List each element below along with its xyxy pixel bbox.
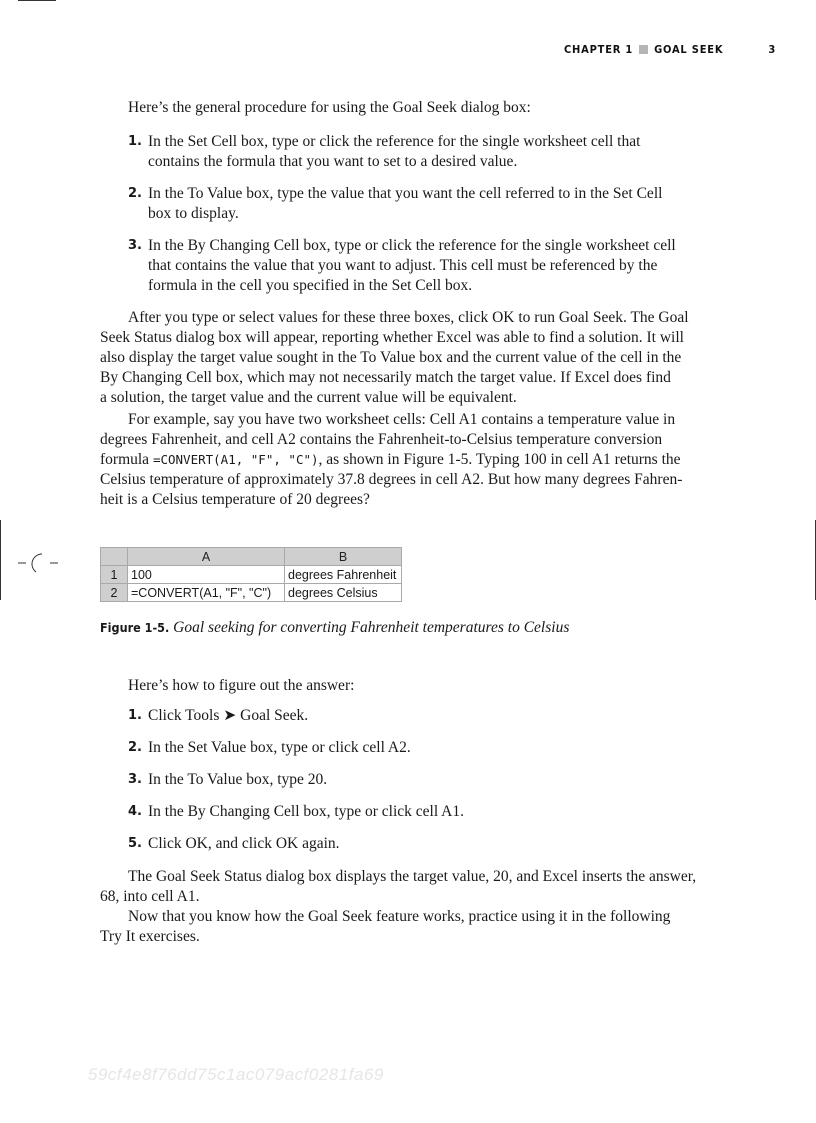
- intro-paragraph: Here’s the general procedure for using the Goal Seek dialog box:: [128, 99, 531, 116]
- figure-caption: [100, 619, 569, 637]
- formula-code: =CONVERT(A1, "F", "C"): [152, 452, 319, 467]
- cell-b1: degrees Fahrenheit: [285, 566, 402, 584]
- cell-a1: 100: [128, 566, 285, 584]
- paragraph-after-steps: After you type or select values for these three boxes, click OK to run Goal Seek. The Goal Seek Status dialog box will appear, reporting whether Excel was able to find a solution. It will also display the target value sought in the To Value box and the current value of the cell in the By Changing Cell box, which may not necessarily match the target value. If Excel does find a solution, the target value and the current value will be equivalent.: [100, 309, 689, 406]
- figure-caption-text: Goal seeking for converting Fahrenheit temperatures to Celsius: [173, 619, 570, 636]
- running-header: [540, 43, 776, 59]
- table-row: [101, 584, 402, 602]
- cell-a2: =CONVERT(A1, "F", "C"): [128, 584, 285, 602]
- result-paragraph: The Goal Seek Status dialog box displays the target value, 20, and Excel inserts the answer, 68, into cell A1.: [100, 868, 697, 905]
- chapter-heading: CHAPTER 1 GOAL SEEK: [564, 43, 724, 56]
- crop-mark-top: [18, 0, 56, 1]
- spreadsheet-figure: [100, 547, 402, 602]
- crop-mark-left: [0, 520, 1, 600]
- column-header-b: B: [285, 548, 402, 566]
- next-paragraph: Now that you know how the Goal Seek feature works, practice using it in the following Try It exercises.: [100, 908, 671, 945]
- cell-b2: degrees Celsius: [285, 584, 402, 602]
- registration-mark-icon: [16, 548, 60, 578]
- table-row: [101, 566, 402, 584]
- row-header: 2: [101, 584, 128, 602]
- example-paragraph: For example, say you have two worksheet cells: Cell A1 contains a temperature value in degrees Fahrenheit, and cell A2 contains the Fahrenheit-to-Celsius temperature conversion formula =CONVERT(A1, "F", "C"), as shown in Figure 1-5. Typing 100 in cell A1 returns the Celsius temperature of approximately 37.8 degrees in cell A2. But how many degrees Fahren- heit is a Celsius temperature of 20 degrees?: [100, 411, 683, 508]
- watermark-hash: 59cf4e8f76dd75c1ac079acf0281fa69: [88, 1065, 384, 1084]
- select-all-corner: [101, 548, 128, 566]
- column-header-row: [101, 548, 402, 566]
- figure-label: Figure 1-5.: [100, 620, 170, 635]
- intro-answer-paragraph: Here’s how to figure out the answer:: [128, 677, 355, 694]
- column-header-a: A: [128, 548, 285, 566]
- separator-square-icon: [639, 45, 648, 54]
- page-number: 3: [768, 43, 776, 56]
- row-header: 1: [101, 566, 128, 584]
